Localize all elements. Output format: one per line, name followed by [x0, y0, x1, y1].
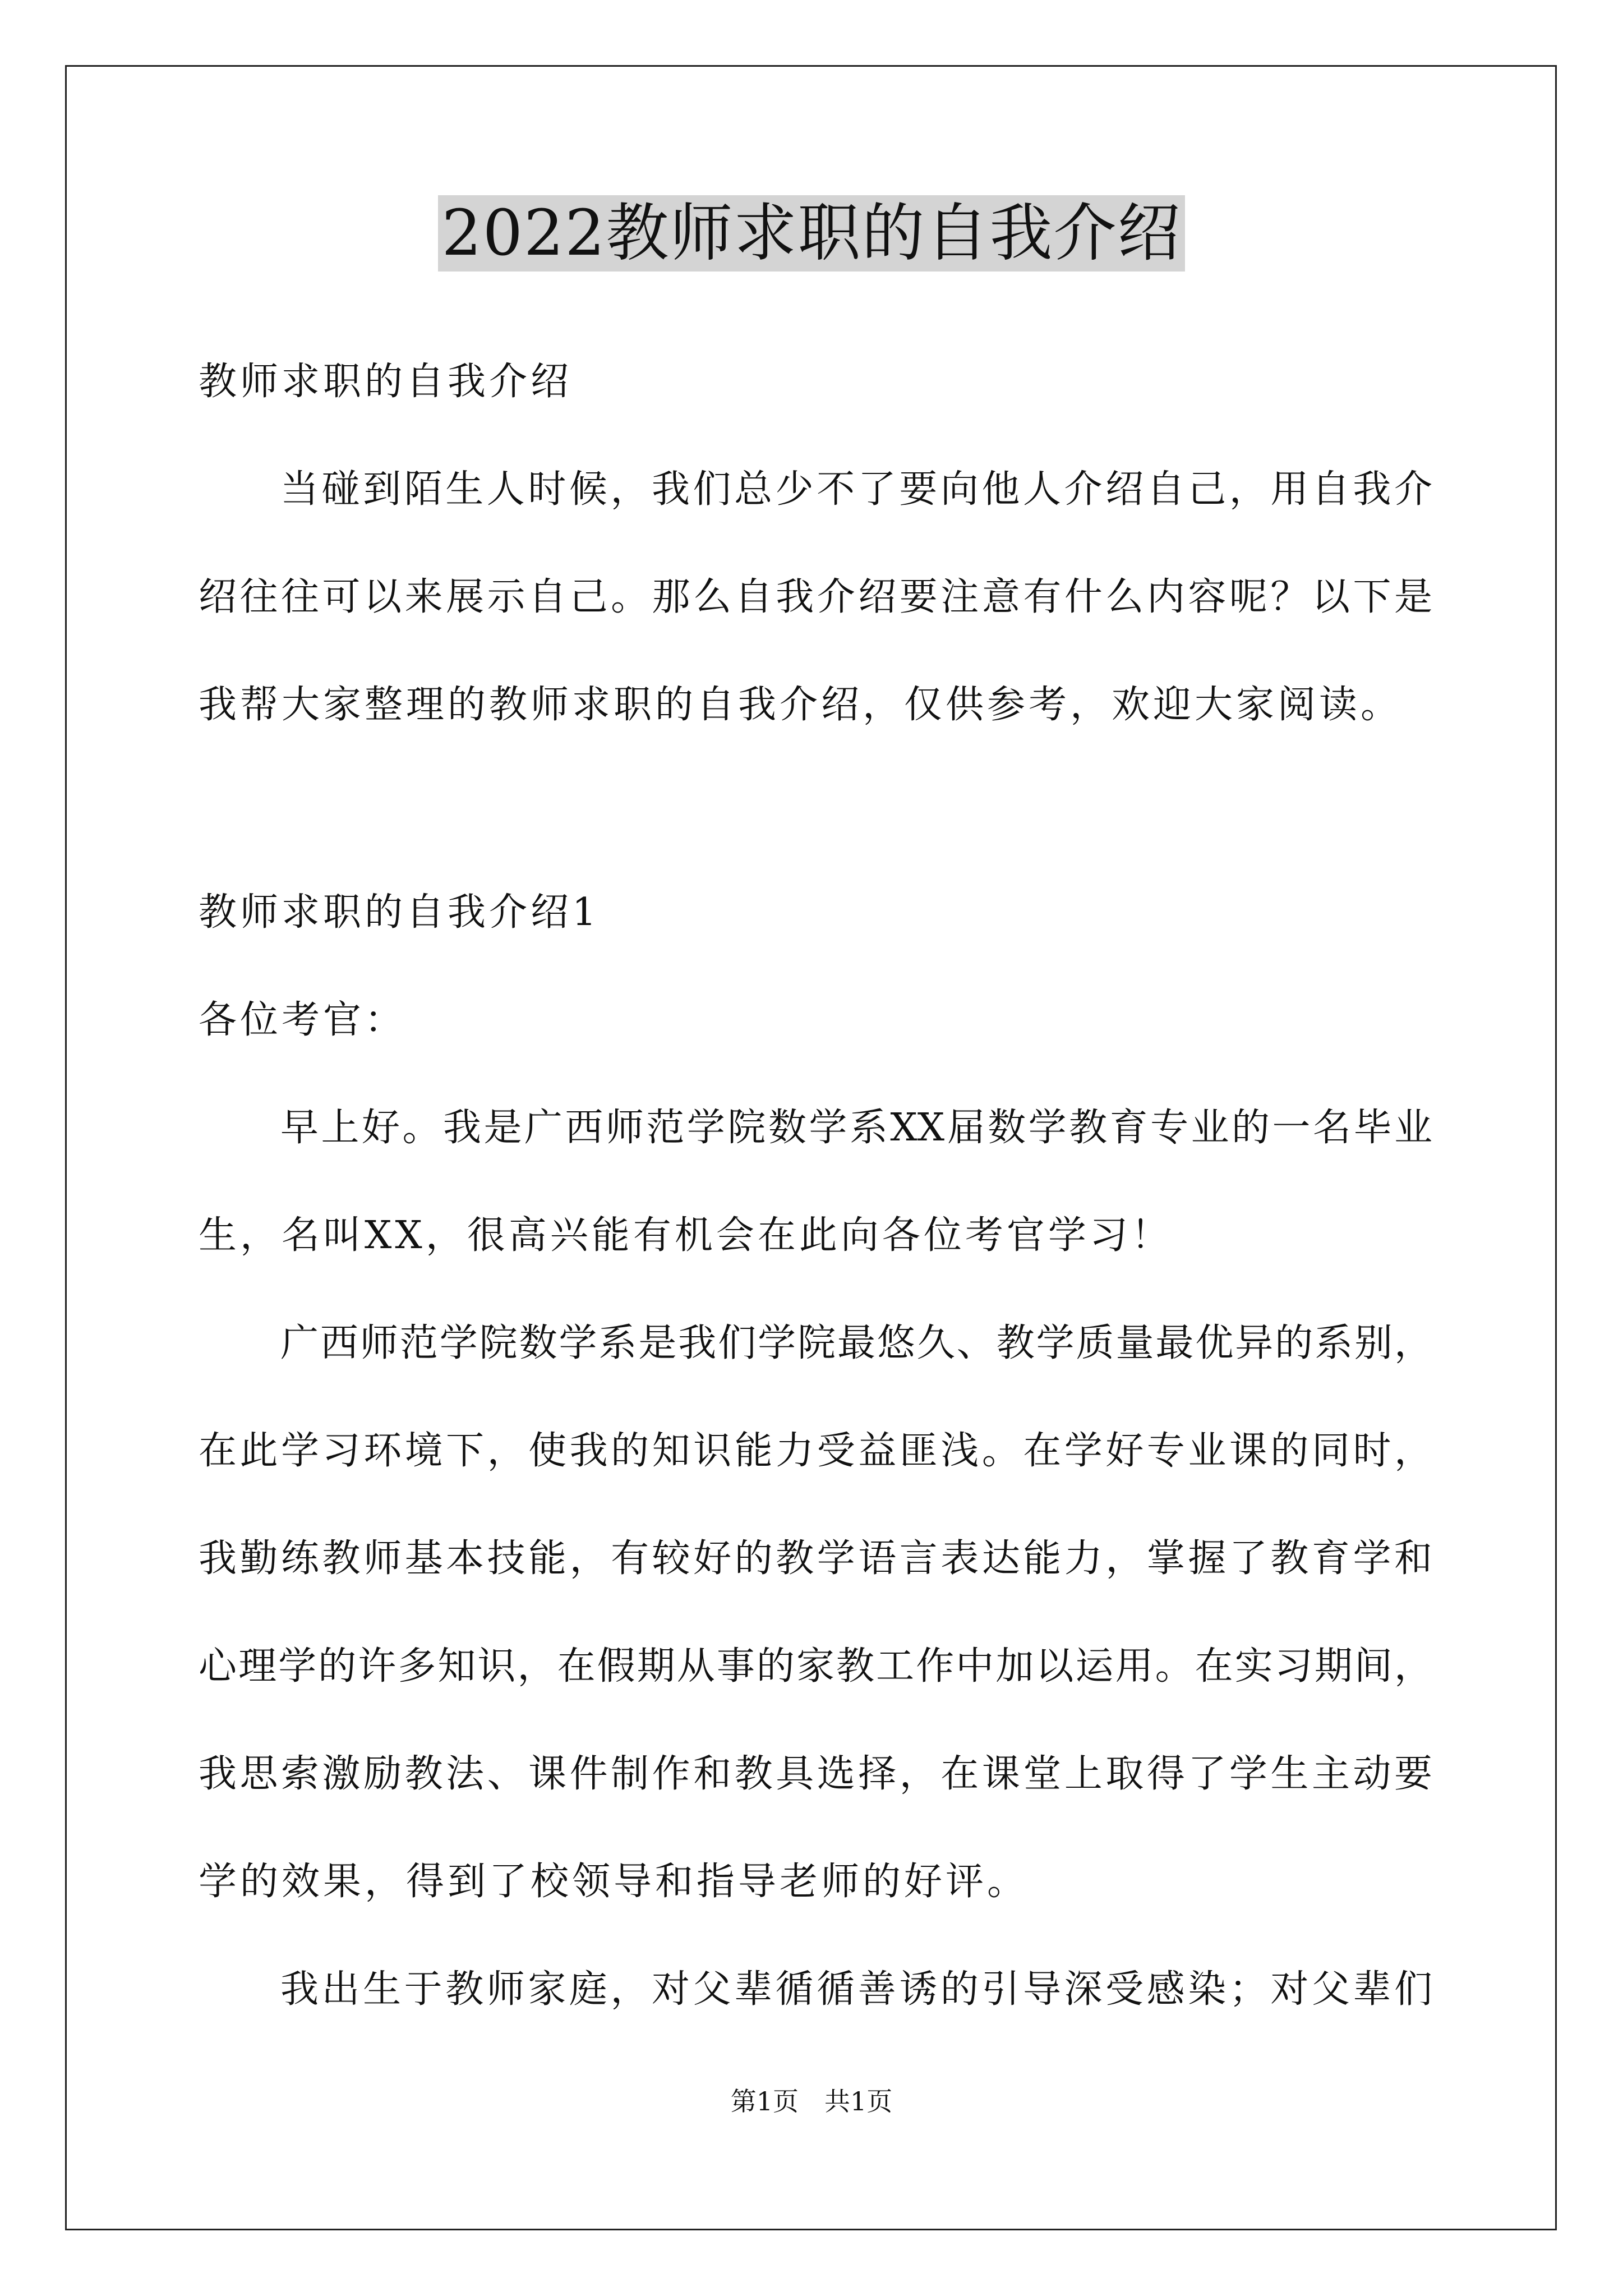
title-area	[0, 195, 1623, 272]
salutation: 各位考官：	[199, 998, 407, 1042]
paragraph-line: 学的效果，得到了校领导和指导老师的好评。	[199, 1860, 1029, 1904]
paragraph-line: 我思索激励教法、课件制作和教具选择，在课堂上取得了学生主动要	[199, 1752, 1432, 1796]
paragraph-line: 心理学的许多知识，在假期从事的家教工作中加以运用。在实习期间，	[199, 1644, 1432, 1688]
page-number: 第1页 共1页	[730, 2086, 893, 2116]
paragraph-line: 当碰到陌生人时候，我们总少不了要向他人介绍自己，用自我介	[280, 467, 1432, 512]
paragraph-line: 广西师范学院数学系是我们学院最悠久、教学质量最优异的系别，	[280, 1321, 1432, 1365]
paragraph-line: 我勤练教师基本技能，有较好的教学语言表达能力，掌握了教育学和	[199, 1536, 1432, 1581]
section-heading: 教师求职的自我介绍1	[199, 890, 600, 935]
document-title: 2022教师求职的自我介绍	[438, 195, 1184, 272]
section-heading: 教师求职的自我介绍	[199, 360, 573, 404]
paragraph-line: 我出生于教师家庭，对父辈循循善诱的引导深受感染；对父辈们	[280, 1967, 1432, 2012]
paragraph-line: 我帮大家整理的教师求职的自我介绍，仅供参考，欢迎大家阅读。	[199, 683, 1403, 727]
paragraph-line: 在此学习环境下，使我的知识能力受益匪浅。在学好专业课的同时，	[199, 1429, 1432, 1473]
paragraph-line: 生，名叫XX，很高兴能有机会在此向各位考官学习！	[199, 1213, 1173, 1258]
paragraph-line: 早上好。我是广西师范学院数学系XX届数学教育专业的一名毕业	[280, 1106, 1432, 1150]
paragraph-line: 绍往往可以来展示自己。那么自我介绍要注意有什么内容呢？以下是	[199, 575, 1432, 619]
